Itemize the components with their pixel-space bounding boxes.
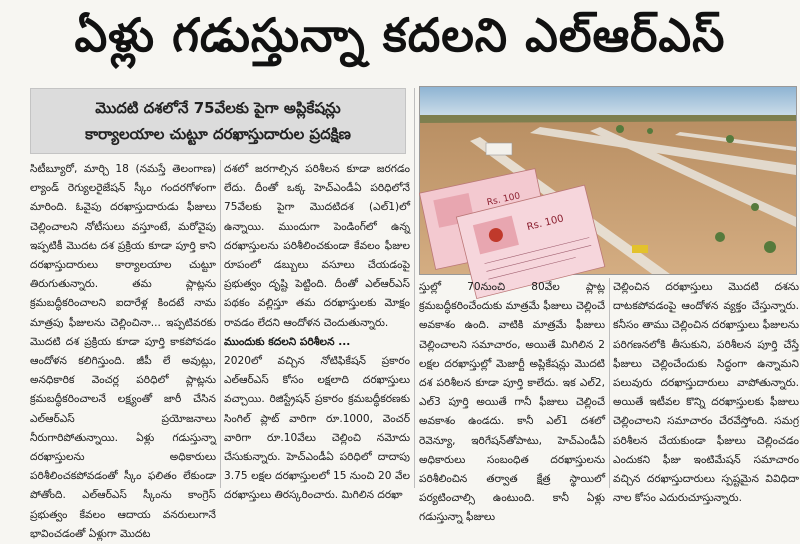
building [486, 143, 512, 155]
stamp-amount: Rs. 100 [486, 191, 522, 209]
stamp-amount: Rs. 100 [525, 213, 565, 234]
article-paragraph: 2020లో వచ్చిన నోటిఫికేషన్ ప్రకారం ఎల్ఆర్ఎస్ కోసం లక్షలాది దరఖాస్తులు వచ్చాయి. రిజిస్ట్రేషన్ ప్రకారం క్రమబద్ధీకరణకు సింగిల్ ప్లాట్ వారిగా రూ.1000, వెంచర్ వారిగా రూ.10వేలు చెల్లించి నమోదు చేసుకున్నారు. హెచ్ఎండీఏ పరిధిలో దాదాపు 3.75 లక్షల దరఖాస్తులలో 15 నుంచి 20 వేల దరఖాస్తులు తిరస్కరించారు. మిగిలిన దరఖా [224, 355, 410, 502]
article-paragraph: చెల్లించిన దరఖాస్తులు మొదటి దశను దాటకపోవడంపై ఆందోళన వ్యక్తం చేస్తున్నారు. కనీసం తాము చెల్లించిన దరఖాస్తులు ఫీజులను పరిగణనలోకి తీసుకుని, పరిశీలన పూర్తి చేస్తే ఫీజులు చెల్లించేందుకు సిద్ధంగా ఉన్నామని పలువురు దరఖాస్తుదారులు వాపోతున్నారు. అయితే ఇటీవల కొన్ని దరఖాస్తులకు ఫీజులు చెల్లించాలని సమాచారం చేరవేస్తోంది. సమగ్ర పరిశీలన చేయకుండా ఫీజులు చెల్లించడం ఎందుకని ఫీజు ఇంటిమేషన్ సమాచారం వచ్చిన దరఖాస్తుదారులు స్పష్టమైన వివిధిదా నాల కోసం ఎదురుచూస్తున్నారు. [613, 281, 799, 505]
subheadline-box [30, 88, 406, 154]
headline: ఏళ్లు గడుస్తున్నా కదలని ఎల్‌ఆర్‌ఎస్ [74, 8, 726, 62]
news-photo [419, 86, 797, 275]
article-paragraph: సిటీబ్యూరో, మార్చి 18 (నమస్తే తెలంగాణ) ల్యాండ్ రెగ్యులరైజేషన్ స్కీం గందరగోళంగా మారింది. ఓవైపు దరఖాస్తుదారుడు ఫీజులు చెల్లించాలని నోటీసులు వస్తూంటే, మరోవైపు ఇప్పటికీ మొదట దశ ప్రక్రియ కూడా పూర్తి కాని దరఖాస్తుదారులు కార్యాలయాల చుట్టూ తిరుగుతున్నారు. తమ ప్లాట్లను క్రమబద్ధీకరించాలని ఐదారేళ్ల కిందటే నామ మాత్రపు ఫీజులను చెల్లించినా... ఇప్పటివరకు మొదటి దశ ప్రక్రియ కూడా పూర్తి కాకపోవడం ఆందోళన కలిగిస్తుంది. జీపీ లే అవుట్లు, అనధికారిక వెంచర్ల పరిధిలో ప్లాట్లను క్రమబద్ధీకరించాలనే లక్ష్యంతో జారీ చేసిన ఎల్ఆర్ఎస్ ప్రయోజనాలు నీరుగారిపోతున్నాయి. ఏళ్లు గడుస్తున్నా దరఖాస్తులను అధికారులు పరిశీలించకపోవడంతో స్కీం ఫలితం లేకుండా పోతోంది. ఎల్ఆర్ఎస్ స్కీంను కాంగ్రెస్ ప్రభుత్వం కేవలం ఆదాయ వనరులుగానే భావించడంతో ఏళ్లుగా మొదట [30, 163, 216, 540]
vehicle [632, 245, 648, 253]
column-rule [609, 278, 610, 488]
article-paragraph: దశలో జరగాల్సిన పరిశీలన కూడా జరగడం లేదు. దీంతో ఒక్క హెచ్ఎండీఏ పరిధిలోనే 75వేలకు పైగా మొదటిదశ (ఎల్1)లో ఉన్నాయి. ముందుగా పెండింగ్‌లో ఉన్న దరఖాస్తులను పరిశీలించకుండా కేవలం ఫీజుల రూపంలో డబ్బులు వసూలు చేయడంపై ప్రభుత్వం దృష్టి పెట్టింది. దీంతో ఎల్ఆర్ఎస్ పథకం వల్లిస్తూ తమ దరఖాస్తులకు మోక్షం రావడం లేదని ఆందోళన చెందుతున్నారు. [224, 163, 410, 329]
article-column-1 [30, 160, 216, 540]
article-column-3 [419, 278, 605, 524]
layout-plots-photo [420, 87, 796, 274]
subheadline-line-1: మొదటి దశలోనే 75వేలకు పైగా అప్లికేషన్లు [95, 99, 341, 117]
article-paragraph: స్తుల్లో 70నుంచి 80వేల ప్లాట్ల క్రమబద్ధీకరించేందుకు మాత్రమే ఫీజులు చెల్లించే అవకాశం ఉంది. వాటికి మాత్రమే ఫీజులు చెల్లించాలని సమాచారం, అయితే మిగిలిన 2 లక్షల దరఖాస్తుల్లో మెజార్టీ అప్లికేషన్లు మొదటి దశ పరిశీలన కూడా పూర్తి కాలేదు. ఇక ఎల్2, ఎల్3 పూర్తి అయితే గానీ ఫీజులు చెల్లించే అవకాశం ఉండదు. కానీ ఎల్1 దశలో రెవెన్యూ, ఇరిగేషన్‌తోపాటు, హెచ్ఎండీఏ అధికారులు సంబంధిత దరఖాస్తులను పరిశీలించిన తర్వాత క్షేత్ర స్థాయిలో పర్యటించాల్సి ఉంటుంది. కానీ ఏళ్లు గడుస్తున్నా ఫీజులు [419, 281, 605, 524]
column-rule [220, 160, 221, 488]
subheadline-line-2: కార్యాలయాల చుట్టూ దరఖాస్తుదారుల ప్రదక్షిణ [85, 125, 351, 143]
column-rule [414, 88, 415, 488]
crosshead: ముందుకు కదలని పరిశీలన ... [224, 335, 351, 348]
sky [420, 87, 796, 115]
article-column-2 [224, 160, 410, 502]
article-column-4 [613, 278, 799, 505]
